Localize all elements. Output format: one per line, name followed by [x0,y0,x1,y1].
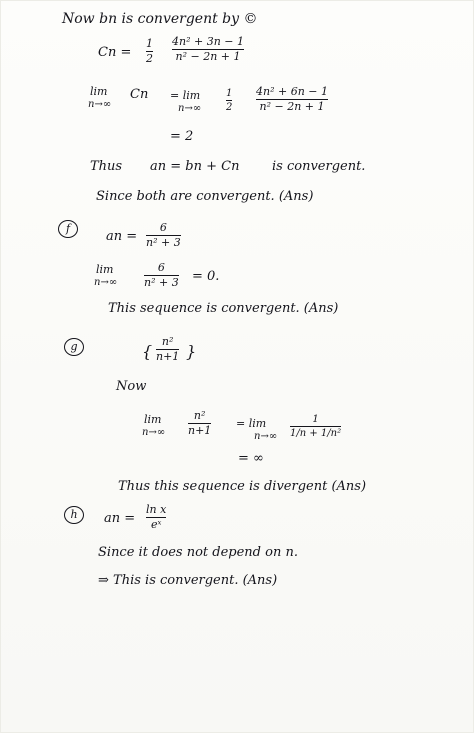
part-g-marker: g [64,338,84,356]
g-conclusion: Thus this sequence is divergent (Ans) [118,479,367,494]
thus-word: Thus [90,159,123,174]
lim-cn: Cn [130,87,149,102]
lim-equals: = lim [170,89,201,102]
equals-two: = 2 [170,129,194,144]
g-equals-infinity: = ∞ [238,451,264,466]
g-lim-label: lim [144,413,162,426]
g-r-den: 1/n + 1/n² [290,428,342,439]
f-lim-num: 6 [157,261,165,274]
h-an-label: an = [104,511,136,526]
g-den: n+1 [188,424,212,438]
g-fraction [188,410,211,437]
f-conclusion: This sequence is convergent. (Ans) [108,301,339,316]
since-line: Since both are convergent. (Ans) [96,189,314,204]
f-num: 6 [159,221,167,234]
cn-num: 4n² + 3n − 1 [172,35,244,48]
g-brace-open: { [142,342,153,361]
part-h-marker: h [64,506,84,524]
is-convergent: is convergent. [272,159,366,174]
intro-line: Now bn is convergent by © [62,11,258,27]
cn-half-num: 1 [146,37,153,50]
cn-den: n² − 2n + 1 [175,50,241,64]
cn-fraction [172,36,244,63]
f-lim-fraction [144,262,179,289]
h-num: ln x [146,503,167,516]
g-reduced-fraction [290,414,341,439]
lim-subscript-2: n→∞ [178,103,202,114]
g-brace-close: } [186,342,197,361]
lim-den: n² − 2n + 1 [259,100,325,114]
sum-expression: an = bn + Cn [150,159,240,174]
f-lim-label: lim [96,263,114,276]
cn-label: Cn = [98,45,132,60]
g-seq-fraction [156,336,179,363]
lim-half-den: 2 [226,102,233,113]
g-seq-num: n² [161,335,174,348]
lim-half-num: 1 [226,88,233,99]
h-conclusion: ⇒ This is convergent. (Ans) [98,573,278,588]
f-den: n² + 3 [146,236,181,250]
f-equals-zero: = 0. [192,269,220,284]
h-den: eˣ [150,518,162,532]
f-lim-sub: n→∞ [94,277,118,288]
lim-subscript: n→∞ [88,99,112,110]
lim-num: 4n² + 6n − 1 [256,85,328,98]
lim-fraction [256,86,328,113]
f-an-label: an = [106,229,138,244]
g-num: n² [193,409,206,422]
cn-half-den: 2 [146,52,153,66]
g-r-num: 1 [312,414,319,425]
lim-label: lim [90,85,108,98]
h-fraction [146,504,166,531]
lim-half-fraction [226,88,232,113]
now-word: Now [116,379,147,394]
part-f-marker: f [58,220,78,238]
cn-half-fraction [146,38,153,65]
f-fraction [146,222,181,249]
g-equals-lim: = lim [236,417,267,430]
g-equals-lim-sub: n→∞ [254,431,278,442]
h-since: Since it does not depend on n. [98,545,298,560]
g-seq-den: n+1 [156,350,180,364]
g-lim-sub: n→∞ [142,427,166,438]
f-lim-den: n² + 3 [144,276,179,290]
